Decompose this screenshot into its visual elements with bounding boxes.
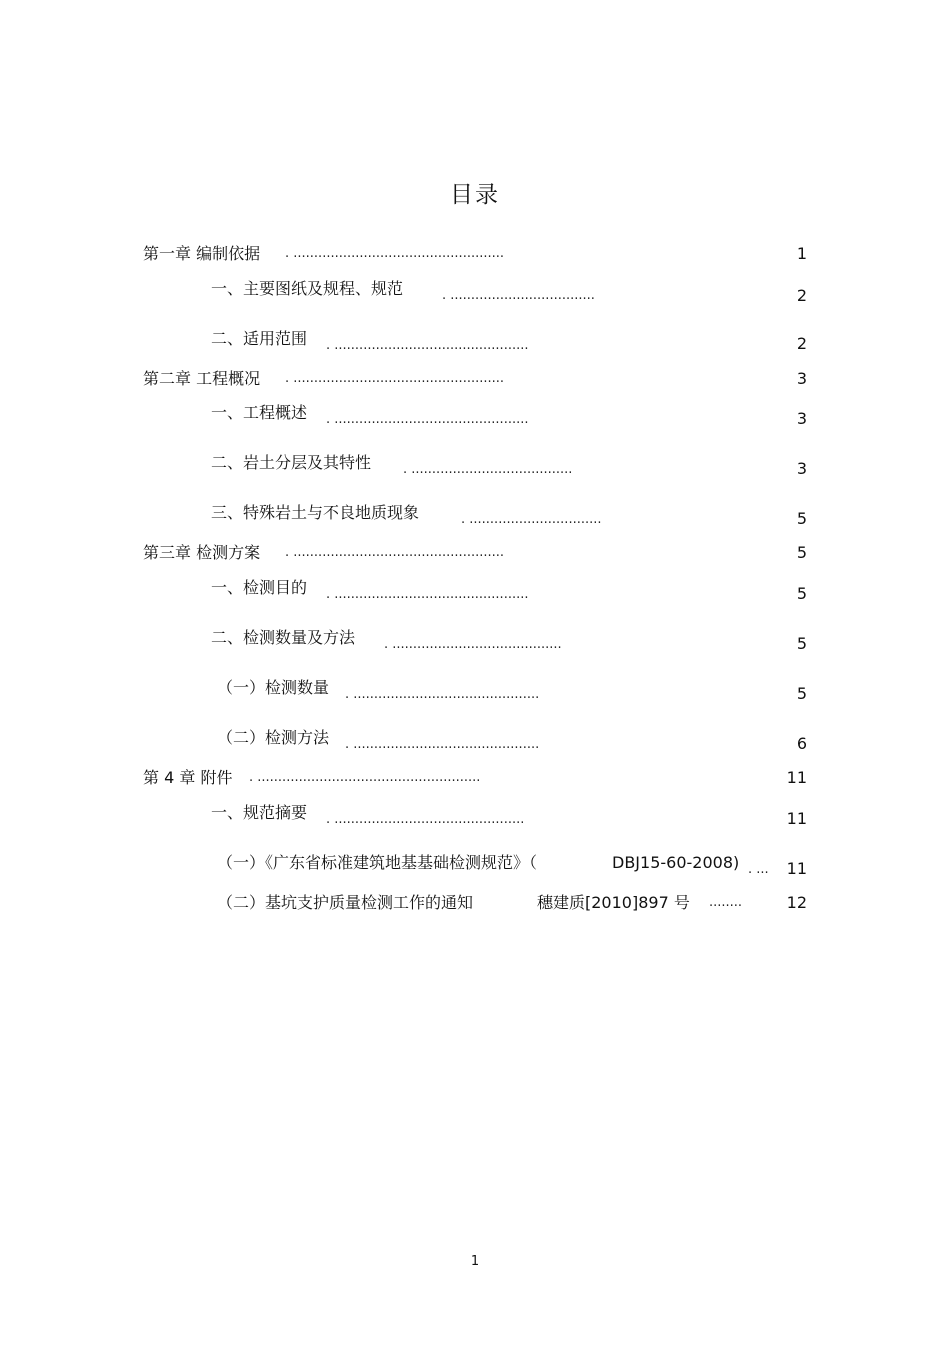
toc-label: （二）检测方法 bbox=[217, 728, 330, 747]
toc-entry-section[interactable] bbox=[211, 402, 651, 427]
toc-label: （二）基坑支护质量检测工作的通知 bbox=[217, 893, 474, 912]
toc-page-number: 1 bbox=[796, 244, 807, 263]
toc-entry-section[interactable] bbox=[211, 278, 651, 303]
toc-entry-section[interactable] bbox=[211, 577, 651, 602]
toc-leader-dots: . ......................................... bbox=[384, 637, 562, 652]
toc-page-number: 12 bbox=[786, 893, 807, 912]
toc-leader-dots: . ............................................... bbox=[326, 412, 529, 427]
toc-label: 一、检测目的 bbox=[211, 578, 308, 597]
toc-entry-section[interactable] bbox=[211, 452, 651, 477]
toc-page-number: 11 bbox=[786, 768, 807, 787]
toc-code: 穗建质[2010]897 号 bbox=[537, 893, 690, 912]
toc-page-number: 3 bbox=[796, 409, 807, 428]
toc-label: 二、适用范围 bbox=[211, 329, 308, 348]
toc-page-number: 3 bbox=[796, 369, 807, 388]
toc-page-number: 5 bbox=[796, 509, 807, 528]
toc-label: 第一章 编制依据 bbox=[143, 244, 261, 263]
toc-page-number: 11 bbox=[786, 859, 807, 878]
toc-leader-dots: . ................................ bbox=[461, 512, 602, 527]
toc-page-number: 2 bbox=[796, 334, 807, 353]
toc-entry-chapter-2[interactable] bbox=[143, 368, 808, 390]
toc-entry-subsection[interactable] bbox=[217, 677, 657, 702]
toc-leader-dots: . ................................... bbox=[442, 288, 595, 303]
toc-label: 一、主要图纸及规程、规范 bbox=[211, 279, 404, 298]
toc-page-number: 5 bbox=[796, 543, 807, 562]
toc-title: 目录 bbox=[450, 182, 500, 208]
toc-leader-dots: . ................................................... bbox=[285, 246, 505, 261]
page-footer-number: 1 bbox=[470, 1254, 480, 1269]
toc-leader-dots: . ...................................................... bbox=[249, 770, 481, 785]
toc-page-number: 6 bbox=[796, 734, 807, 753]
toc-page-number: 5 bbox=[796, 634, 807, 653]
toc-leader-dots: . ............................................. bbox=[345, 687, 540, 702]
toc-label: 二、岩土分层及其特性 bbox=[211, 453, 372, 472]
toc-label: （一）检测数量 bbox=[217, 678, 330, 697]
toc-leader-dots: . .............................................. bbox=[326, 812, 525, 827]
toc-leader-dots: . ................................................... bbox=[285, 545, 505, 560]
toc-entry-section[interactable] bbox=[211, 328, 651, 353]
toc-leader-dots: . ....................................... bbox=[403, 462, 573, 477]
toc-page-number: 5 bbox=[796, 584, 807, 603]
toc-entry-subsection[interactable] bbox=[217, 892, 777, 914]
toc-label: 一、规范摘要 bbox=[211, 803, 308, 822]
toc-leader-dots: . ............................................... bbox=[326, 338, 529, 353]
toc-leader-dots: . ............................................... bbox=[326, 587, 529, 602]
toc-label: 第二章 工程概况 bbox=[143, 369, 261, 388]
toc-label: 三、特殊岩土与不良地质现象 bbox=[211, 503, 420, 522]
toc-entry-section[interactable] bbox=[211, 802, 651, 827]
toc-label: 二、检测数量及方法 bbox=[211, 628, 356, 647]
toc-entry-chapter-4[interactable] bbox=[143, 767, 808, 789]
toc-page-number: 3 bbox=[796, 459, 807, 478]
toc-entry-section[interactable] bbox=[211, 627, 651, 652]
toc-entry-chapter-1[interactable] bbox=[143, 243, 808, 265]
toc-label: 第 4 章 附件 bbox=[143, 768, 233, 787]
toc-entry-subsection[interactable] bbox=[217, 727, 657, 752]
toc-leader-dots: ........ bbox=[709, 895, 743, 910]
toc-entry-subsection[interactable] bbox=[217, 852, 777, 877]
toc-leader-dots: . ................................................... bbox=[285, 371, 505, 386]
toc-page-number: 5 bbox=[796, 684, 807, 703]
toc-entry-section[interactable] bbox=[211, 502, 651, 527]
toc-code: DBJ15-60-2008) bbox=[612, 853, 740, 872]
toc-entry-chapter-3[interactable] bbox=[143, 542, 808, 564]
toc-label: 一、工程概述 bbox=[211, 403, 308, 422]
toc-leader-dots: . ... bbox=[748, 862, 769, 877]
toc-page-number: 2 bbox=[796, 286, 807, 305]
toc-label: 第三章 检测方案 bbox=[143, 543, 261, 562]
toc-page-number: 11 bbox=[786, 809, 807, 828]
toc-label: （一）《广东省标准建筑地基基础检测规范》（ bbox=[217, 853, 538, 872]
toc-leader-dots: . ............................................. bbox=[345, 737, 540, 752]
